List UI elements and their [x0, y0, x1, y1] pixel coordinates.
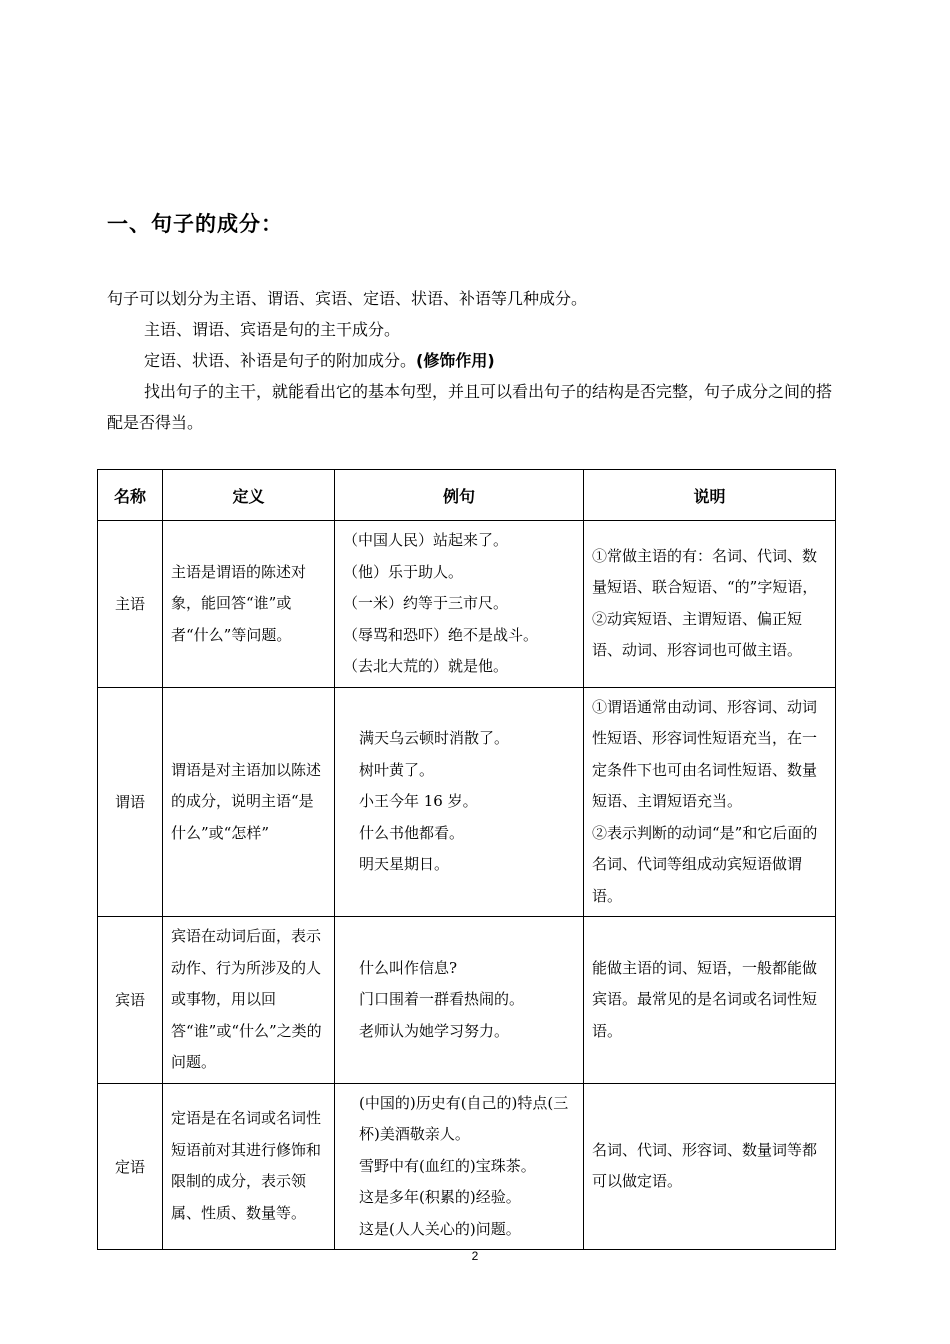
row-name: 宾语: [98, 917, 163, 1084]
intro-paragraph-3: [107, 345, 847, 376]
row-examples: [335, 521, 584, 688]
row-notes: [584, 521, 836, 688]
row-name: 定语: [98, 1083, 163, 1250]
row-notes: [584, 917, 836, 1084]
example-line: 满天乌云顿时消散了。: [359, 729, 510, 747]
header-notes: 说明: [584, 470, 836, 521]
example-line: （去北大荒的）就是他。: [343, 657, 509, 675]
example-line: 什么叫作信息?: [359, 958, 458, 977]
intro-paragraph-2: 主语、谓语、宾语是句的主干成分。: [144, 320, 401, 339]
note-line: ②动宾短语、主谓短语、偏正短语、动词、形容词也可做主语。: [592, 609, 803, 660]
example-line: 明天星期日。: [359, 855, 450, 873]
row-name: 主语: [98, 521, 163, 688]
row-examples: [335, 917, 584, 1084]
note-line: 能做主语的词、短语，一般都能做宾语。最常见的是名词或名词性短语。: [592, 958, 818, 1040]
table-row: [98, 1083, 836, 1250]
note-line: ①常做主语的有：名词、代词、数量短语、联合短语、“的”字短语，: [592, 546, 818, 597]
example-line: （中国人民）站起来了。: [343, 531, 509, 549]
header-name: 名称: [98, 470, 163, 521]
row-name: 谓语: [98, 687, 163, 917]
row-examples: [335, 1083, 584, 1250]
row-definition: 谓语是对主语加以陈述的成分，说明主语“是什么”或“怎样”: [163, 687, 335, 917]
sentence-components-table: [97, 469, 836, 1250]
intro-paragraph-3-text: 定语、状语、补语是句子的附加成分。: [144, 351, 417, 370]
intro-paragraph-3-emphasis: (修饰作用): [416, 351, 495, 370]
row-definition: 宾语在动词后面，表示动作、行为所涉及的人或事物，用以回答“谁”或“什么”之类的问题。: [163, 917, 335, 1084]
intro-text: [107, 283, 847, 438]
table-header-row: [98, 470, 836, 521]
header-example: 例句: [335, 470, 584, 521]
example-line: 老师认为她学习努力。: [359, 1021, 510, 1040]
example-line: （辱骂和恐吓）绝不是战斗。: [343, 625, 539, 644]
example-line: 这是多年(积累的)经验。: [359, 1188, 521, 1206]
example-line: 这是(人人关心的)问题。: [359, 1219, 521, 1238]
example-line: （他）乐于助人。: [343, 562, 464, 581]
table-row: [98, 917, 836, 1084]
row-definition: 主语是谓语的陈述对象，能回答“谁”或者“什么”等问题。: [163, 521, 335, 688]
table-row: [98, 687, 836, 917]
intro-paragraph-1: 句子可以划分为主语、谓语、宾语、定语、状语、补语等几种成分。: [107, 289, 588, 308]
example-line: 小王今年 16 岁。: [359, 792, 478, 810]
example-line: 树叶黄了。: [359, 760, 435, 779]
page-number: 2: [471, 1249, 479, 1263]
row-definition: 定语是在名词或名词性短语前对其进行修饰和限制的成分，表示领属、性质、数量等。: [163, 1083, 335, 1250]
example-line: 门口围着一群看热闹的。: [359, 990, 525, 1008]
intro-paragraph-4: 找出句子的主干，就能看出它的基本句型，并且可以看出句子的结构是否完整，句子成分之间的搭配是否得当。: [107, 382, 833, 432]
note-line: ①谓语通常由动词、形容词、动词性短语、形容词性短语充当，在一定条件下也可由名词性短语、数量短语、主谓短语充当。: [592, 697, 818, 810]
example-line: (中国的)历史有(自己的)特点(三杯)美酒敬亲人。: [359, 1093, 569, 1143]
example-line: 雪野中有(血红的)宝珠茶。: [359, 1156, 536, 1175]
example-line: （一米）约等于三市尺。: [343, 594, 509, 612]
section-heading: 一、句子的成分：: [107, 212, 283, 236]
row-notes: [584, 687, 836, 917]
row-notes: [584, 1083, 836, 1250]
note-line: ②表示判断的动词“是”和它后面的名词、代词等组成动宾短语做谓语。: [592, 823, 818, 905]
header-definition: 定义: [163, 470, 335, 521]
example-line: 什么书他都看。: [359, 823, 465, 842]
row-examples: [335, 687, 584, 917]
note-line: 名词、代词、形容词、数量词等都可以做定语。: [592, 1140, 818, 1191]
table-row: [98, 521, 836, 688]
